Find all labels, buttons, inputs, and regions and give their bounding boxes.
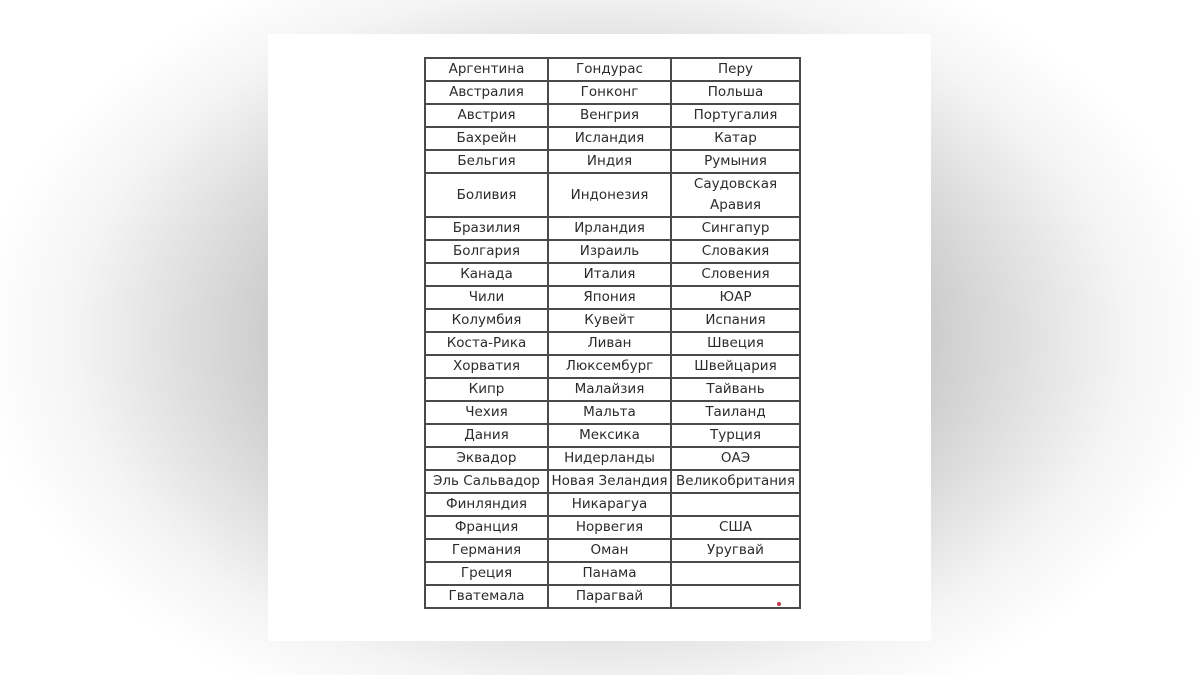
table-cell: Кувейт bbox=[548, 309, 671, 332]
table-row bbox=[425, 539, 800, 562]
table-cell: США bbox=[671, 516, 800, 539]
table-cell: Бахрейн bbox=[425, 127, 548, 150]
table-cell: Перу bbox=[671, 58, 800, 81]
table-cell: Катар bbox=[671, 127, 800, 150]
table-cell: Эквадор bbox=[425, 447, 548, 470]
table-cell: Гондурас bbox=[548, 58, 671, 81]
table-row bbox=[425, 447, 800, 470]
table-cell: Малайзия bbox=[548, 378, 671, 401]
table-cell: Тайвань bbox=[671, 378, 800, 401]
table-cell: Норвегия bbox=[548, 516, 671, 539]
table-cell: Индия bbox=[548, 150, 671, 173]
table-cell: Австрия bbox=[425, 104, 548, 127]
table-row bbox=[425, 263, 800, 286]
table-row bbox=[425, 332, 800, 355]
table-cell: Оман bbox=[548, 539, 671, 562]
table-row bbox=[425, 401, 800, 424]
table-cell: Гонконг bbox=[548, 81, 671, 104]
table-cell: Израиль bbox=[548, 240, 671, 263]
table-cell bbox=[671, 493, 800, 516]
table-cell: Канада bbox=[425, 263, 548, 286]
countries-table-body bbox=[425, 58, 800, 608]
table-cell: Финляндия bbox=[425, 493, 548, 516]
table-row bbox=[425, 217, 800, 240]
table-cell: Румыния bbox=[671, 150, 800, 173]
table-cell: Никарагуа bbox=[548, 493, 671, 516]
table-cell: Болгария bbox=[425, 240, 548, 263]
table-cell: Аргентина bbox=[425, 58, 548, 81]
table-cell: Венгрия bbox=[548, 104, 671, 127]
table-cell: Кипр bbox=[425, 378, 548, 401]
table-cell: ЮАР bbox=[671, 286, 800, 309]
table-row bbox=[425, 127, 800, 150]
table-row bbox=[425, 585, 800, 608]
table-cell: Колумбия bbox=[425, 309, 548, 332]
table-row bbox=[425, 173, 800, 217]
table-cell: Португалия bbox=[671, 104, 800, 127]
table-cell: Коста-Рика bbox=[425, 332, 548, 355]
table-cell: ОАЭ bbox=[671, 447, 800, 470]
table-cell: Боливия bbox=[425, 173, 548, 217]
table-cell bbox=[671, 562, 800, 585]
table-cell: Ирландия bbox=[548, 217, 671, 240]
table-cell: Япония bbox=[548, 286, 671, 309]
table-cell: Испания bbox=[671, 309, 800, 332]
table-row bbox=[425, 424, 800, 447]
table-cell: Великобритания bbox=[671, 470, 800, 493]
table-cell: Греция bbox=[425, 562, 548, 585]
table-cell: Нидерланды bbox=[548, 447, 671, 470]
table-cell: Словакия bbox=[671, 240, 800, 263]
table-cell: Саудовская Аравия bbox=[671, 173, 800, 217]
table-cell: Сингапур bbox=[671, 217, 800, 240]
document-page bbox=[268, 34, 931, 641]
table-cell: Дания bbox=[425, 424, 548, 447]
table-row bbox=[425, 104, 800, 127]
table-cell: Парагвай bbox=[548, 585, 671, 608]
table-cell: Турция bbox=[671, 424, 800, 447]
table-cell: Люксембург bbox=[548, 355, 671, 378]
red-dot-marker bbox=[777, 602, 781, 606]
table-cell: Уругвай bbox=[671, 539, 800, 562]
table-row bbox=[425, 378, 800, 401]
table-row bbox=[425, 355, 800, 378]
countries-table bbox=[424, 57, 801, 609]
table-row bbox=[425, 516, 800, 539]
table-row bbox=[425, 81, 800, 104]
table-row bbox=[425, 58, 800, 81]
table-row bbox=[425, 470, 800, 493]
table-cell: Австралия bbox=[425, 81, 548, 104]
table-cell: Франция bbox=[425, 516, 548, 539]
table-cell: Панама bbox=[548, 562, 671, 585]
table-cell: Таиланд bbox=[671, 401, 800, 424]
table-cell: Ливан bbox=[548, 332, 671, 355]
table-cell: Чили bbox=[425, 286, 548, 309]
table-cell: Швейцария bbox=[671, 355, 800, 378]
table-row bbox=[425, 562, 800, 585]
table-cell: Гватемала bbox=[425, 585, 548, 608]
table-cell: Индонезия bbox=[548, 173, 671, 217]
table-cell: Германия bbox=[425, 539, 548, 562]
table-cell: Хорватия bbox=[425, 355, 548, 378]
table-cell: Словения bbox=[671, 263, 800, 286]
table-cell: Чехия bbox=[425, 401, 548, 424]
table-row bbox=[425, 493, 800, 516]
table-cell: Швеция bbox=[671, 332, 800, 355]
table-row bbox=[425, 286, 800, 309]
table-cell: Бельгия bbox=[425, 150, 548, 173]
table-row bbox=[425, 309, 800, 332]
table-row bbox=[425, 150, 800, 173]
table-cell: Новая Зеландия bbox=[548, 470, 671, 493]
table-cell: Мексика bbox=[548, 424, 671, 447]
table-cell: Бразилия bbox=[425, 217, 548, 240]
table-row bbox=[425, 240, 800, 263]
table-cell: Италия bbox=[548, 263, 671, 286]
table-cell: Эль Сальвадор bbox=[425, 470, 548, 493]
table-cell: Исландия bbox=[548, 127, 671, 150]
table-cell: Польша bbox=[671, 81, 800, 104]
table-cell: Мальта bbox=[548, 401, 671, 424]
